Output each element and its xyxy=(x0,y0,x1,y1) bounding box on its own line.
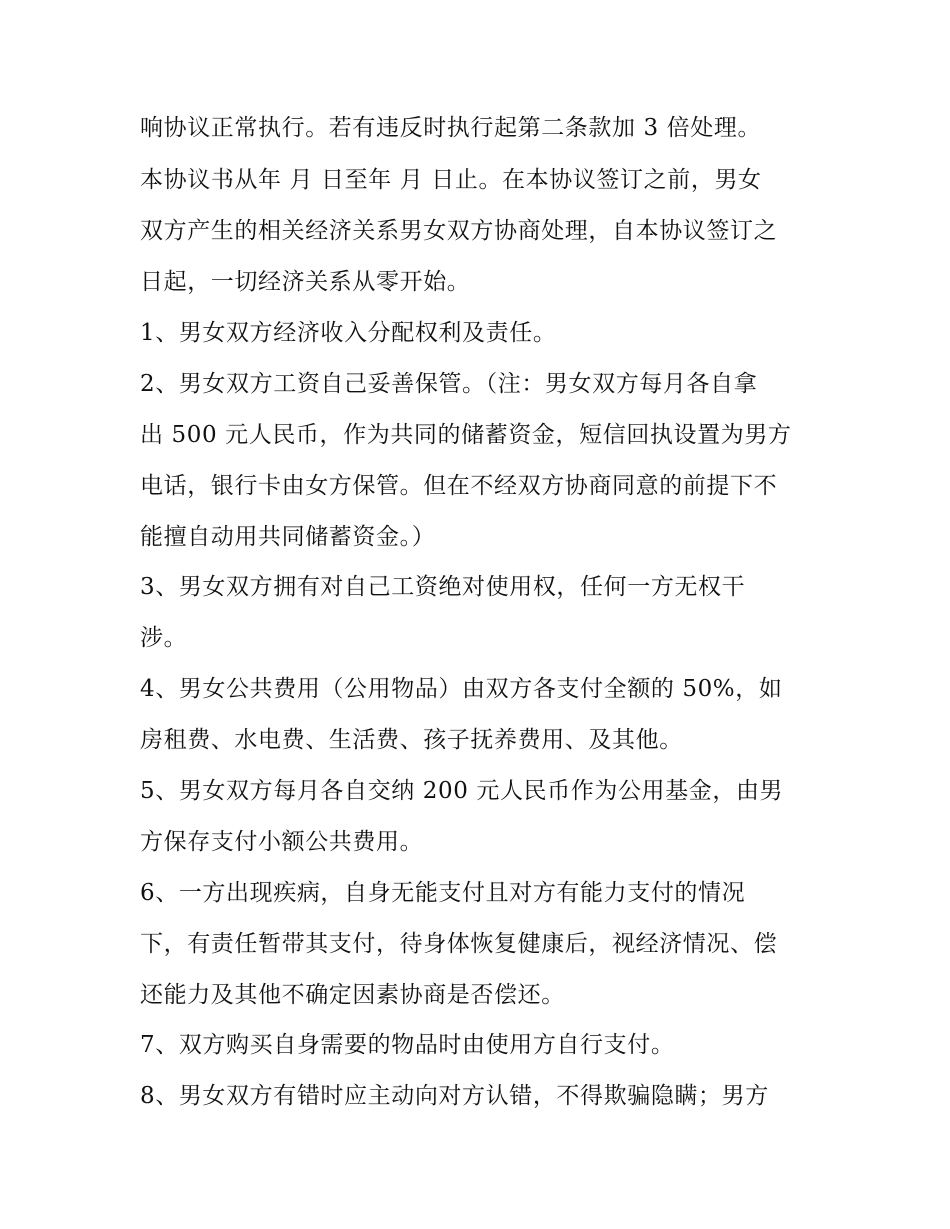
text-line: 4、男女公共费用（公用物品）由双方各支付全额的 50%，如 xyxy=(140,676,783,702)
text-line: 本协议书从年 月 日至年 月 日止。在本协议签订之前，男女 xyxy=(140,167,762,193)
text-line: 房租费、水电费、生活费、孩子抚养费用、及其他。 xyxy=(140,727,683,753)
text-line: 下，有责任暂带其支付，待身体恢复健康后，视经济情况、偿 xyxy=(140,931,778,957)
text-line: 双方产生的相关经济关系男女双方协商处理，自本协议签订之 xyxy=(140,218,778,244)
text-line: 7、双方购买自身需要的物品时由使用方自行支付。 xyxy=(140,1032,675,1058)
text-line: 电话，银行卡由女方保管。但在不经双方协商同意的前提下不 xyxy=(140,473,778,499)
text-line: 1、男女双方经济收入分配权利及责任。 xyxy=(140,320,557,346)
text-line: 响协议正常执行。若有违反时执行起第二条款加 3 倍处理。 xyxy=(140,115,762,141)
text-line: 能擅自动用共同储蓄资金。） xyxy=(140,524,436,550)
text-line: 3、男女双方拥有对自己工资绝对使用权，任何一方无权干 xyxy=(140,574,746,600)
text-line: 2、男女双方工资自己妥善保管。（注：男女双方每月各自拿 xyxy=(140,371,758,397)
text-line: 还能力及其他不确定因素协商是否偿还。 xyxy=(140,982,565,1008)
text-line: 5、男女双方每月各自交纳 200 元人民币作为公用基金，由男 xyxy=(140,778,784,804)
text-line: 出 500 元人民币，作为共同的储蓄资金，短信回执设置为男方 xyxy=(140,422,792,448)
text-line: 6、一方出现疾病，自身无能支付且对方有能力支付的情况 xyxy=(140,880,746,906)
text-line: 涉。 xyxy=(140,625,188,651)
text-line: 日起，一切经济关系从零开始。 xyxy=(140,269,471,295)
text-line: 方保存支付小额公共费用。 xyxy=(140,829,424,855)
text-line: 8、男女双方有错时应主动向对方认错，不得欺骗隐瞒；男方 xyxy=(140,1083,769,1109)
